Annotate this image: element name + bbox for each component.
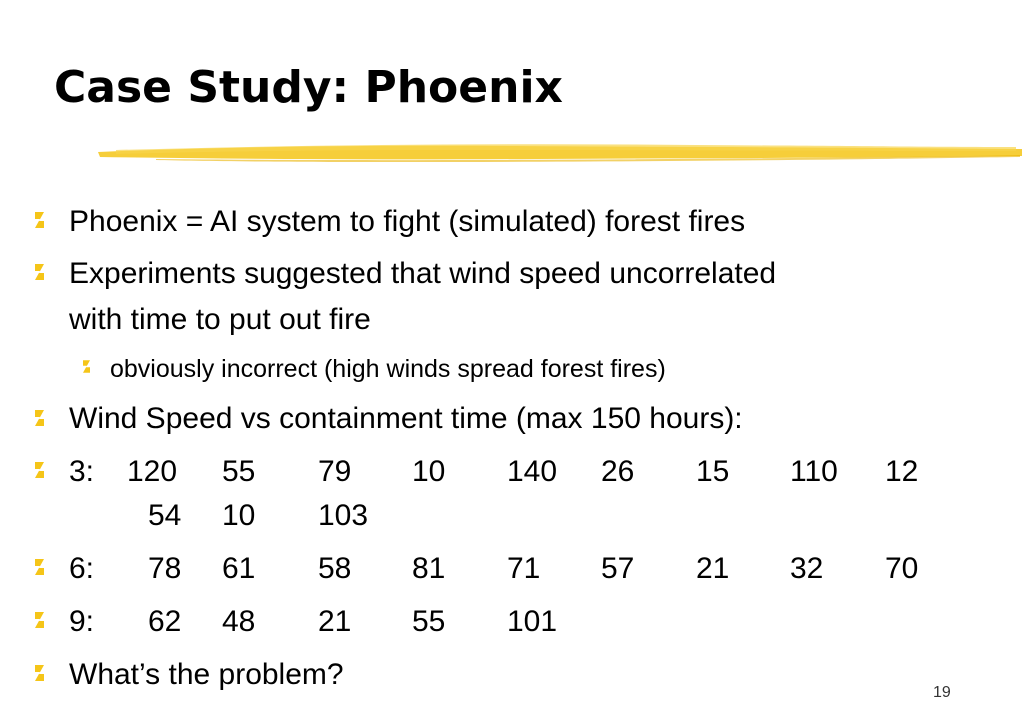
page-number: 19 bbox=[933, 684, 951, 701]
containment-time-value: 10 bbox=[412, 455, 446, 488]
z-bullet-icon bbox=[35, 264, 44, 280]
wind-speed-label: 9: bbox=[69, 605, 95, 638]
containment-time-value: 110 bbox=[790, 455, 838, 488]
containment-time-value: 48 bbox=[222, 605, 256, 638]
containment-time-value: 78 bbox=[148, 552, 182, 585]
containment-time-value: 55 bbox=[412, 605, 446, 638]
bullet-text: What’s the problem? bbox=[69, 658, 344, 691]
highlighter-stroke bbox=[96, 133, 1024, 169]
containment-time-value: 10 bbox=[222, 499, 256, 532]
containment-time-value: 58 bbox=[318, 552, 352, 585]
containment-time-value: 21 bbox=[696, 552, 730, 585]
containment-time-value: 32 bbox=[790, 552, 824, 585]
z-bullet-icon bbox=[35, 410, 44, 426]
wind-speed-label: 6: bbox=[69, 552, 95, 585]
containment-time-value: 57 bbox=[601, 552, 635, 585]
containment-time-value: 12 bbox=[885, 455, 919, 488]
containment-time-value: 62 bbox=[148, 605, 182, 638]
containment-time-value: 26 bbox=[601, 455, 635, 488]
bullet-text: Experiments suggested that wind speed uncorrelated bbox=[69, 257, 777, 290]
sub-bullet-text: obviously incorrect (high winds spread forest fires) bbox=[110, 355, 666, 383]
containment-time-value: 21 bbox=[318, 605, 352, 638]
bullet-text: Wind Speed vs containment time (max 150 hours): bbox=[69, 402, 743, 435]
containment-time-value: 71 bbox=[507, 552, 541, 585]
containment-time-value: 103 bbox=[318, 499, 369, 532]
z-bullet-icon bbox=[35, 559, 44, 575]
bullet-text: Phoenix = AI system to fight (simulated) forest fires bbox=[69, 205, 746, 238]
z-bullet-icon bbox=[35, 462, 44, 478]
containment-time-value: 54 bbox=[148, 499, 182, 532]
containment-time-value: 79 bbox=[318, 455, 352, 488]
containment-time-value: 61 bbox=[222, 552, 256, 585]
containment-time-value: 15 bbox=[696, 455, 730, 488]
z-bullet-icon bbox=[83, 360, 90, 373]
bullet-text-continued: with time to put out fire bbox=[69, 303, 371, 336]
containment-time-value: 81 bbox=[412, 552, 446, 585]
z-bullet-icon bbox=[35, 212, 44, 228]
wind-speed-label: 3: bbox=[69, 455, 95, 488]
containment-time-value: 140 bbox=[507, 455, 558, 488]
z-bullet-icon bbox=[35, 612, 44, 628]
slide-title: Case Study: Phoenix bbox=[54, 62, 563, 113]
containment-time-value: 101 bbox=[507, 605, 558, 638]
z-bullet-icon bbox=[35, 665, 44, 681]
containment-time-value: 70 bbox=[885, 552, 919, 585]
containment-time-value: 55 bbox=[222, 455, 256, 488]
containment-time-value: 120 bbox=[127, 455, 178, 488]
